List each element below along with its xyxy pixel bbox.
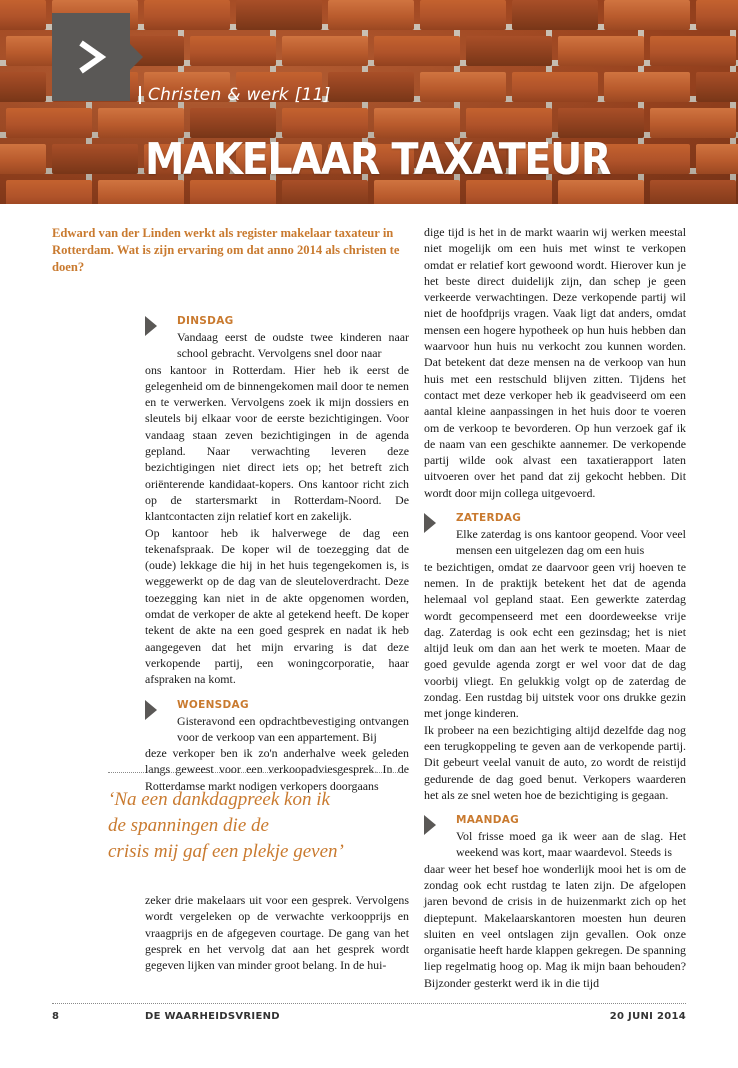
- paragraph: te bezichtigen, omdat ze daarvoor geen vrij hoeven te nemen. In de praktijk betekent het dat de agenda helemaal vol gepland staat. Een gewerkte zaterdag wordt gecompenseerd met een doordeweekse vrije dag. Zaterdag is ook echt een gezinsdag; het is niet altijd leuk om dan aan het werk te moeten. Maar de goed gevulde agenda zorgt er wel voor dat de dag voorbij vliegt. En gelukkig volgt op de zaterdag de zondag. Een rustdag bij uitstek voor ons drukke gezin met jonge kinderen.: [424, 559, 686, 721]
- page-number: 8: [52, 1011, 60, 1022]
- footer-divider: [52, 1003, 686, 1004]
- day-section-zaterdag: [424, 510, 686, 559]
- pull-quote-line: de spanningen die de: [108, 815, 269, 836]
- series-divider: [139, 86, 141, 104]
- day-heading: WOENSDAG: [177, 698, 249, 711]
- chevron-right-icon: [52, 13, 130, 101]
- day-heading: ZATERDAG: [456, 512, 522, 525]
- paragraph: Op kantoor heb ik halverwege de dag een tekenafspraak. De koper wil de toezegging dat de (oude) lekkage die hij in het huis tegengekomen is, is weggewerkt op de dag van de sleuteloverdracht. Deze toezegging kan niet in de akte opgenomen worden, omdat de verkoper de akte al getekend heeft. De koper tekent de akte na een goed gesprek en nadat ik heb aangegeven dat het mijn ervaring is dat deze verkopende partij, een woningcorporatie, haar afspraken na komt.: [145, 525, 409, 687]
- day-heading: DINSDAG: [177, 315, 234, 327]
- issue-date: 20 JUNI 2014: [609, 1011, 686, 1022]
- paragraph: Gisteravond een opdrachtbevestiging ontvangen voor de verkoop van een appartement. Bij: [177, 713, 409, 744]
- paragraph: Vol frisse moed ga ik weer aan de slag. Het weekend was kort, maar waardevol. Steeds is: [456, 829, 686, 860]
- day-section-woensdag: [145, 697, 409, 746]
- intro-lead: Edward van der Linden werkt als register makelaar taxateur in Rotterdam. Wat is zijn ervaring om dat anno 2014 als christen te doen?: [52, 226, 400, 274]
- triangle-right-icon: [145, 700, 157, 720]
- pull-quote: [108, 787, 408, 865]
- quote-divider: [108, 772, 408, 773]
- paragraph: daar weer het besef hoe wonderlijk mooi het is om de zondag ook echt rustdag te laten zijn. De afgelopen jaren bevond de crisis in de huizenmarkt zich op het dieptepunt. Makelaarskantoren moesten hun deuren sluiten en veel ontslagen zijn gevallen. Ook onze organisatie heeft harde klappen gekregen. De spanning liep regelmatig hoog op. Mag ik mijn baan behouden? Bijzonder gesterkt werd ik in die tijd: [424, 861, 686, 990]
- triangle-right-icon: [424, 815, 436, 835]
- paragraph: ons kantoor in Rotterdam. Hier heb ik eerst de gelegenheid om de binnengekomen mail door te nemen en te verwerken. Vervolgens zoek ik mijn dossiers en sleutels bij elkaar voor de eerste bezichtigingen. Voor vandaag staan zeven bezichtigingen in de agenda gepland. Naar verwachting leveren deze bezichtigingen niet direct iets op; het betreft zich oriënterende kandidaat-kopers. Ons kantoor richt zich op de startersmarkt in Rotterdam-Noord. De klantcontacten zijn relatief kort en zakelijk.: [145, 362, 409, 524]
- paragraph: Elke zaterdag is ons kantoor geopend. Voor veel mensen een uitgelezen dag om een huis: [456, 527, 686, 558]
- paragraph: zeker drie makelaars uit voor een gesprek. Vervolgens wordt vergeleken op de verwachte verkoopprijs en vraagprijs en de afgegeven courtage. De gang van het gesprek en het vervolg dat aan het gesprek wordt gegeven lijken van minder groot belang. In de hui-: [145, 893, 409, 973]
- section-marker: [52, 13, 130, 101]
- triangle-right-icon: [424, 513, 436, 533]
- day-section-maandag: [424, 812, 686, 861]
- left-column: [145, 313, 409, 794]
- pull-quote-line: crisis mij gaf een plekje geven’: [108, 841, 344, 862]
- page-title: MAKELAAR TAXATEUR: [145, 134, 611, 185]
- left-column-continued: [145, 892, 409, 973]
- right-column: [424, 224, 686, 991]
- paragraph: Vandaag eerst de oudste twee kinderen naar school gebracht. Vervolgens snel door naar: [177, 330, 409, 361]
- triangle-right-icon: [145, 316, 157, 336]
- paragraph: dige tijd is het in de markt waarin wij werken meestal niet mogelijk om een huis met winst te verkopen omdat er relatief kort gewoond wordt. Hierover kun je het beste direct duidelijk zijn, dan schep je geen verkeerde verwachtingen. Deze verkopende partij wil niet de hoofdprijs vragen. Vaak ligt dat anders, omdat mensen een hogere hypotheek op hun huis hebben dan waarvoor hun huis nu verkocht zou kunnen worden. Dat betekent dat deze mensen na de verkoop van hun huis met een restschuld blijven zitten. Tijdens het contact met deze verkoper heb ik geadviseerd om een aantal kleine aanpassingen in het huis door te voeren om de verkoop te bevorderen. Op hun verzoek gaf ik de naam van een geschikte aannemer. De verkopende partij wilde ook alvast een taxatierapport laten uitvoeren over het pand dat zij gekocht hebben. Dit wordt door mijn collega uitgevoerd.: [424, 225, 686, 500]
- paragraph: deze verkoper ben ik zo'n anderhalve week geleden langs geweest voor een verkoopadviesgesprek. In de Rotterdamse markt nodigen verkopers doorgaans: [145, 746, 409, 793]
- header-brick-banner: [0, 0, 738, 204]
- pull-quote-line: ‘Na een dankdagpreek kon ik: [108, 789, 330, 810]
- day-heading: MAANDAG: [456, 814, 520, 827]
- paragraph: Ik probeer na een bezichtiging altijd dezelfde dag nog een terugkoppeling te geven aan de verkopende partij. Dit gebeurt veelal vanuit de auto, zo wordt de reistijd gedurende de dag goed benut. Verkopers waarderen het als ze snel weten hoe de bezichtiging is gegaan.: [424, 722, 686, 802]
- series-label: Christen & werk [11]: [148, 85, 331, 105]
- magazine-name: DE WAARHEIDSVRIEND: [145, 1011, 280, 1022]
- day-section-dinsdag: [145, 313, 409, 362]
